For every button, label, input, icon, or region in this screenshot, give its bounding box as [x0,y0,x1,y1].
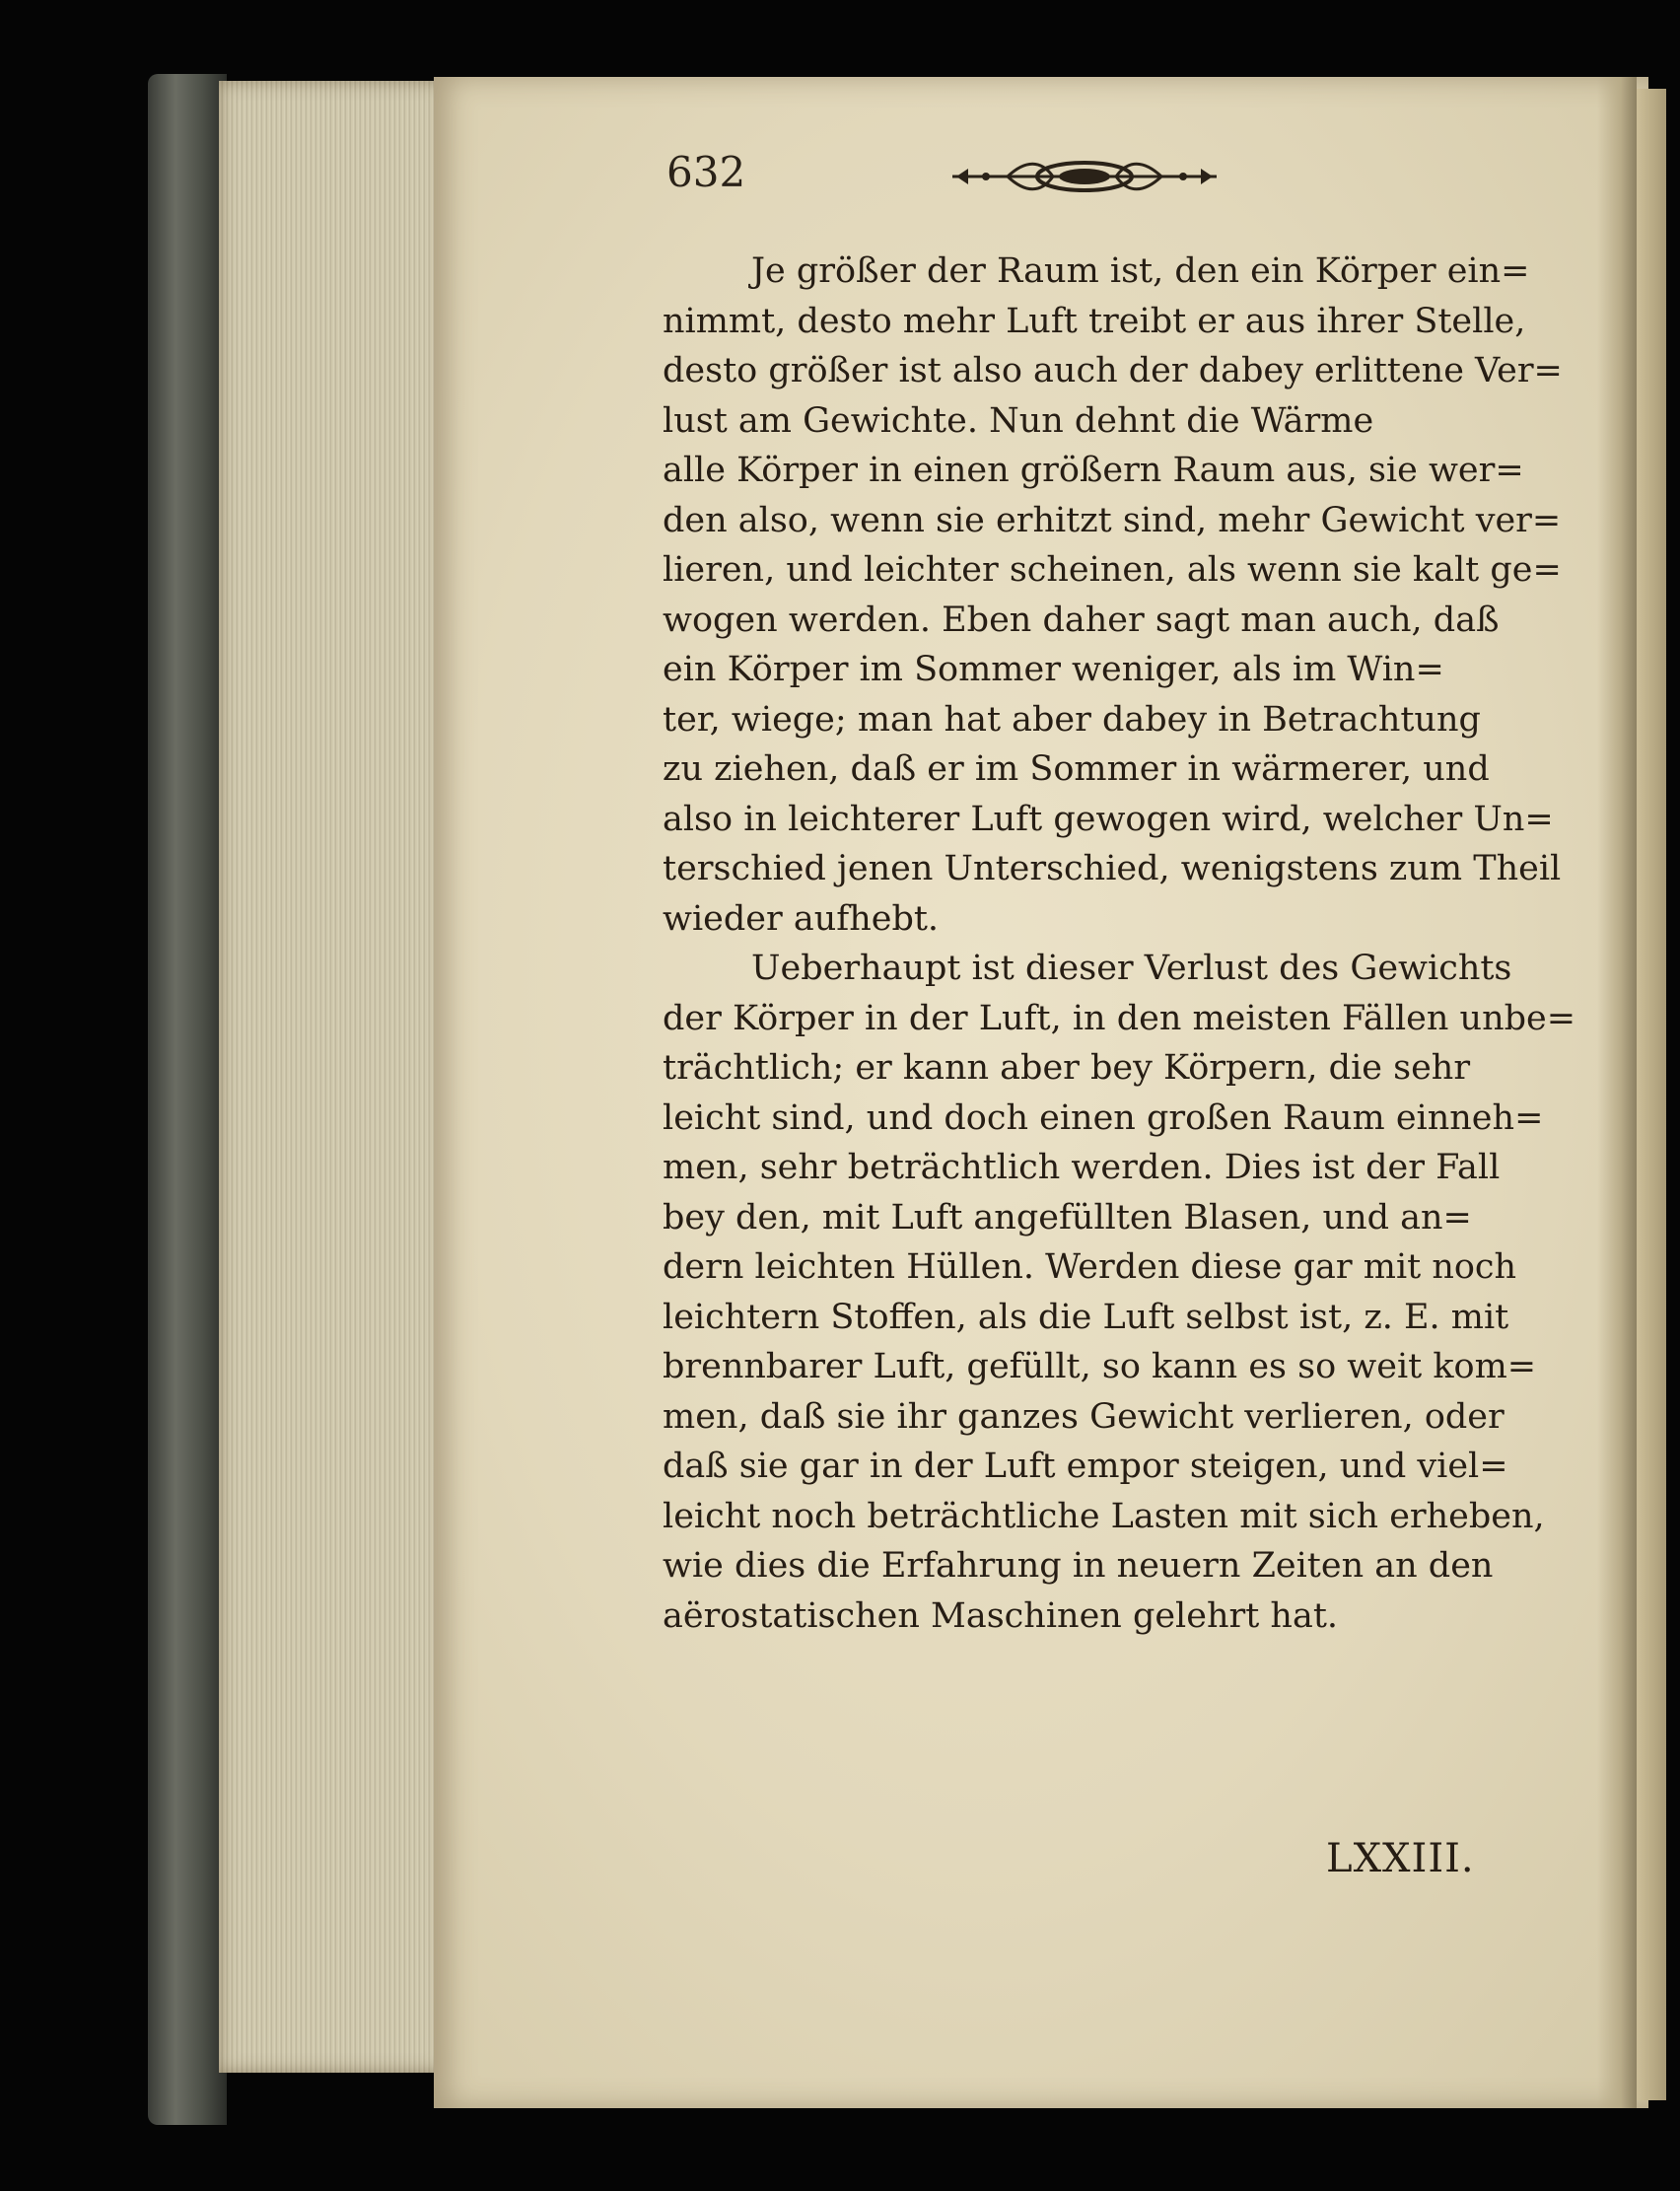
text-line: desto größer ist also auch der dabey erlittene Ver= [663,351,1563,390]
page-gutter [1597,77,1637,2108]
text-line: dern leichten Hüllen. Werden diese gar mit noch [663,1247,1517,1287]
book-cover-edge [148,74,227,2125]
text-line: men, daß sie ihr ganzes Gewicht verlieren, oder [663,1396,1505,1437]
text-line: zu ziehen, daß er im Sommer in wärmerer, und [663,749,1490,789]
text-line: wie dies die Erfahrung in neuern Zeiten an den [663,1546,1494,1586]
catchword: LXXIII. [1326,1836,1475,1881]
text-line: lust am Gewichte. Nun dehnt die Wärme [663,400,1374,441]
text-line: der Körper in der Luft, in den meisten Fällen unbe= [663,998,1576,1038]
facing-page-edge [1637,89,1666,2100]
text-line: bey den, mit Luft angefüllten Blasen, und an= [663,1197,1472,1237]
paragraph [663,247,1563,944]
text-line: also in leichterer Luft gewogen wird, welcher Un= [663,799,1554,839]
text-line: alle Körper in einen größern Raum aus, sie wer= [663,451,1524,490]
text-line: ein Körper im Sommer weniger, als im Win= [663,650,1444,689]
text-line: Je größer der Raum ist, den ein Körper ein= [751,251,1530,291]
text-line: ter, wiege; man hat aber dabey in Betrachtung [663,699,1481,740]
page-number: 632 [666,148,746,196]
text-line: den also, wenn sie erhitzt sind, mehr Gewicht ver= [663,500,1562,540]
paragraph [663,944,1576,1641]
text-line: leicht noch beträchtliche Lasten mit sich erheben, [663,1496,1545,1536]
text-line: leichtern Stoffen, als die Luft selbst ist, z. E. mit [663,1297,1509,1337]
text-line: daß sie gar in der Luft empor steigen, und viel= [663,1447,1508,1486]
text-line: wogen werden. Eben daher sagt man auch, daß [663,600,1500,640]
text-line: lieren, und leichter scheinen, als wenn sie kalt ge= [663,550,1562,590]
text-line: aërostatischen Maschinen gelehrt hat. [663,1595,1339,1636]
body-text [663,247,1576,1641]
text-line: trächtlich; er kann aber bey Körpern, die sehr [663,1048,1471,1088]
text-line: leicht sind, und doch einen großen Raum einneh= [663,1097,1544,1138]
text-line: wieder aufhebt. [663,898,940,939]
text-line: brennbarer Luft, gefüllt, so kann es so weit kom= [663,1347,1537,1386]
page-stack-edge [219,81,446,2073]
text-line: men, sehr beträchtlich werden. Dies ist der Fall [663,1148,1501,1187]
text-line: terschied jenen Unterschied, wenigstens zum Theil [663,849,1562,888]
text-line: Ueberhaupt ist dieser Verlust des Gewichts [751,949,1512,988]
decorative-ornament-icon [946,152,1223,201]
text-line: nimmt, desto mehr Luft treibt er aus ihrer Stelle, [663,301,1526,341]
